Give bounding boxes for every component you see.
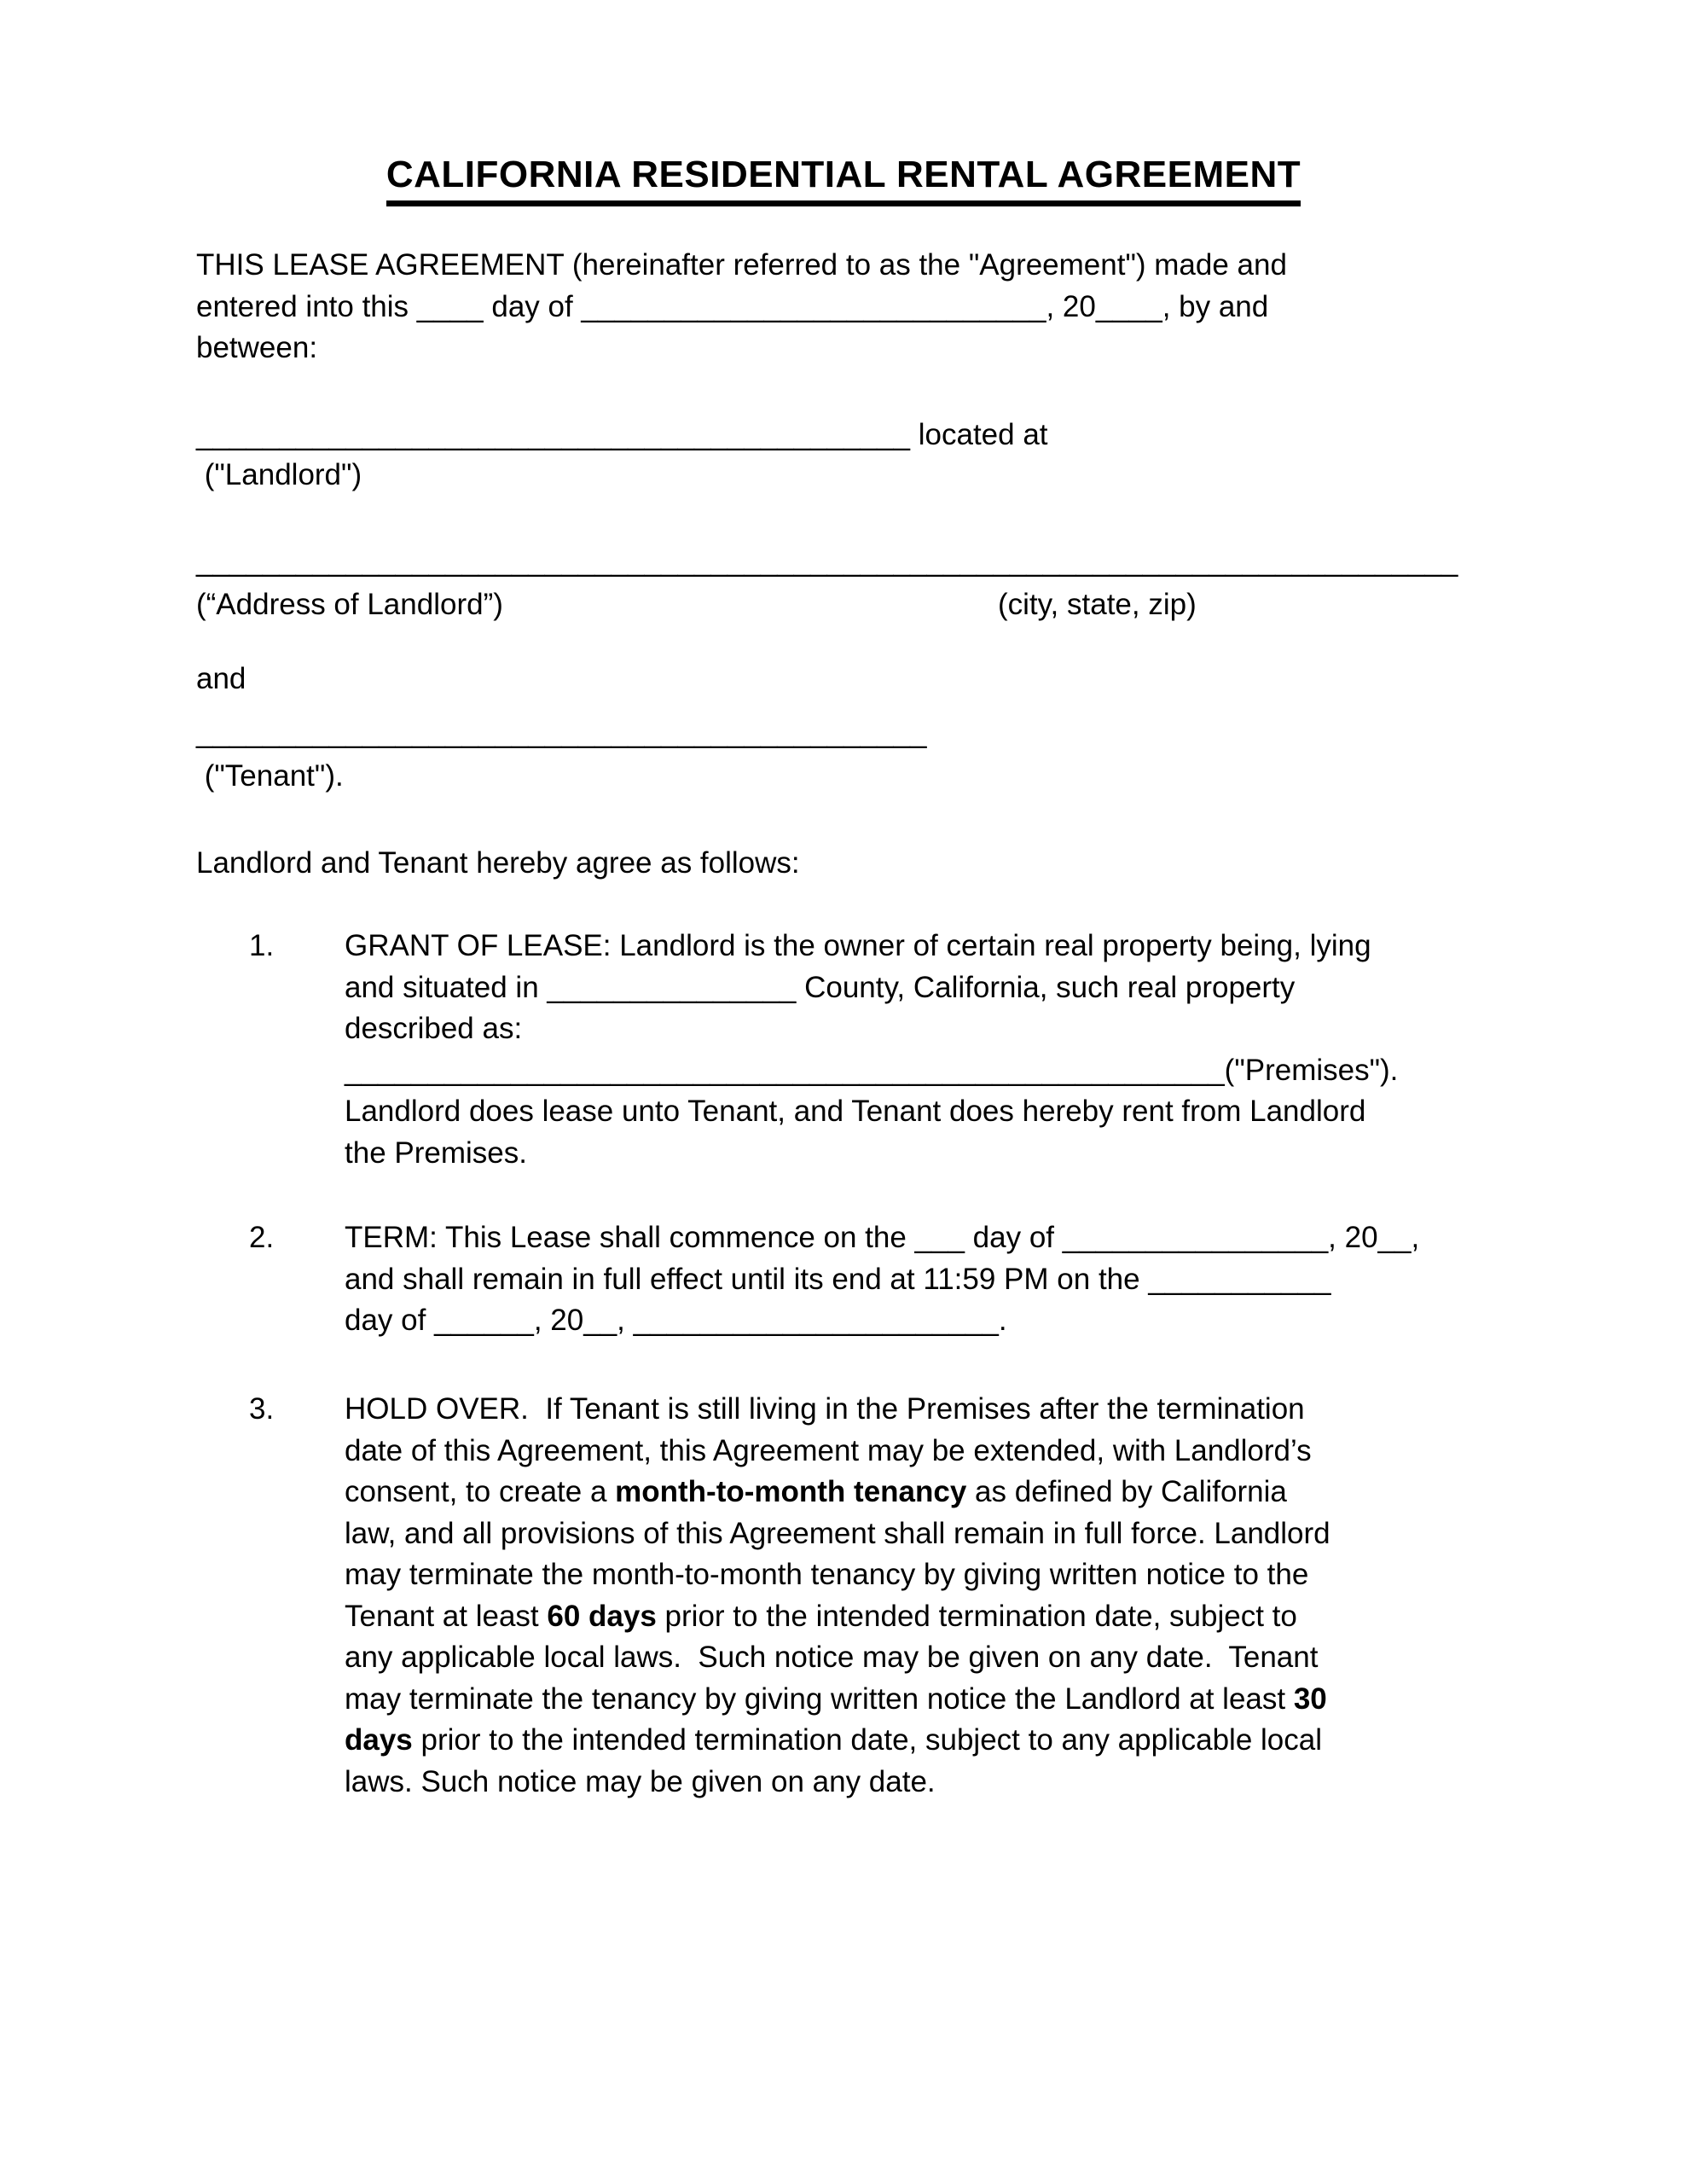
clause-3-body: [345, 1389, 1491, 1803]
clause-2-line-1: TERM: This Lease shall commence on the ___ day of ________________, 20__,: [345, 1221, 1420, 1254]
document-title: CALIFORNIA RESIDENTIAL RENTAL AGREEMENT: [386, 154, 1301, 206]
agree-line: Landlord and Tenant hereby agree as follows:: [196, 846, 800, 880]
clause-1-line-3: described as:: [345, 1012, 523, 1045]
clause-3-line-9: [345, 1720, 1491, 1762]
clause-1-line-4: _____________________________________________________("Premises").: [345, 1053, 1399, 1087]
clause-1-line-2: and situated in _______________ County, California, such real property: [345, 970, 1296, 1004]
address-labels-line: [196, 584, 1491, 626]
clause-hold-over: [196, 1389, 1491, 1803]
clause-2-number: 2.: [249, 1221, 275, 1254]
clause-3-line-3-pre: consent, to create a: [345, 1475, 616, 1508]
clause-3-line-2: date of this Agreement, this Agreement may be extended, with Landlord’s: [345, 1433, 1312, 1467]
clause-3-line-9-post: prior to the intended termination date, subject to any applicable local: [412, 1723, 1322, 1757]
clause-2-line-2: and shall remain in full effect until its end at 11:59 PM on the ___________: [345, 1262, 1331, 1296]
clause-3-line-1: HOLD OVER. If Tenant is still living in the Premises after the termination: [345, 1392, 1305, 1426]
days-bold: days: [345, 1723, 413, 1757]
tenant-label: ("Tenant").: [196, 759, 344, 793]
clause-1-line-5: Landlord does lease unto Tenant, and Tenant does hereby rent from Landlord: [345, 1095, 1366, 1128]
clause-1-number: 1.: [249, 929, 275, 962]
clause-1-line-6: the Premises.: [345, 1136, 527, 1170]
clause-grant-of-lease: [196, 926, 1491, 1174]
intro-line-3: between:: [196, 331, 318, 364]
connector-and: and: [196, 662, 246, 695]
landlord-address-blank: ____________________________________________________________________________: [196, 544, 1458, 578]
clause-3-line-3-post: as defined by California: [966, 1475, 1287, 1508]
clause-3-line-7: any applicable local laws. Such notice may be given on any date. Tenant: [345, 1641, 1319, 1674]
tenant-name-blank: ____________________________________________: [196, 716, 927, 749]
clause-3-line-6: [345, 1596, 1491, 1638]
landlord-name-blank: ___________________________________________ located at: [196, 418, 1048, 451]
address-labels-row: [196, 584, 1491, 626]
agreement-lead-in: [196, 843, 1491, 885]
intro-paragraph: [196, 245, 1491, 369]
clause-3-line-10: laws. Such notice may be given on any date.: [345, 1764, 936, 1798]
tenant-name-blank-line: [196, 712, 1491, 754]
document-title-row: [0, 154, 1687, 206]
clause-3-line-8-pre: may terminate the tenancy by giving written notice the Landlord at least: [345, 1682, 1294, 1716]
connector-row: [196, 659, 1491, 700]
clause-2-body: [345, 1217, 1491, 1342]
sixty-days-bold: 60 days: [547, 1599, 657, 1633]
clause-3-line-8: [345, 1679, 1491, 1721]
clause-3-line-4: law, and all provisions of this Agreement shall remain in full force. Landlord: [345, 1516, 1330, 1550]
month-to-month-tenancy-bold: month-to-month tenancy: [615, 1475, 967, 1508]
intro-line-2: entered into this ____ day of ____________________________, 20____, by and: [196, 289, 1269, 323]
tenant-label-row: [196, 756, 1491, 798]
city-state-zip-label: (city, state, zip): [998, 588, 1197, 621]
clause-1-body: [345, 926, 1491, 1174]
landlord-name-blank-line: [196, 415, 1491, 456]
clause-3-number: 3.: [249, 1392, 275, 1426]
clause-3-line-5: may terminate the month-to-month tenancy by giving written notice to the: [345, 1558, 1309, 1591]
landlord-label: ("Landlord"): [196, 458, 362, 491]
clause-3-line-6-pre: Tenant at least: [345, 1599, 548, 1633]
clause-term: [196, 1217, 1491, 1342]
address-of-landlord-label: (“Address of Landlord”): [196, 588, 503, 621]
clause-3-line-6-post: prior to the intended termination date, subject to: [656, 1599, 1297, 1633]
landlord-address-blank-line: [196, 541, 1491, 583]
clause-2-line-3: day of ______, 20__, ______________________.: [345, 1304, 1007, 1337]
landlord-label-row: [196, 455, 1491, 497]
thirty-bold: 30: [1293, 1682, 1327, 1716]
intro-line-1: THIS LEASE AGREEMENT (hereinafter referred to as the "Agreement") made and: [196, 248, 1287, 282]
clause-3-line-3: [345, 1472, 1491, 1513]
clause-1-line-1: GRANT OF LEASE: Landlord is the owner of certain real property being, lying: [345, 929, 1371, 962]
